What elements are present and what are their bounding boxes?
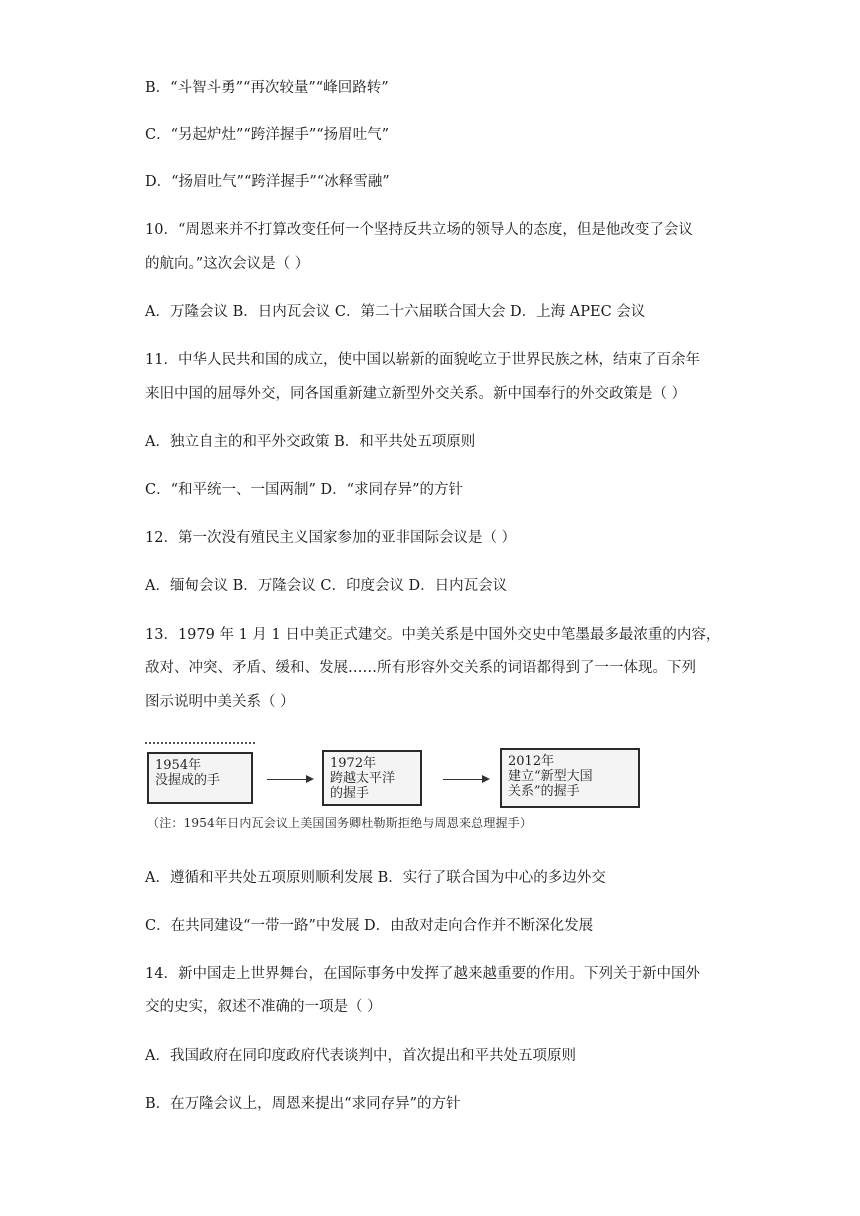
option-9b: B．“斗智斗勇”“再次较量”“峰回路转”	[145, 80, 389, 96]
question-12-text: 12．第一次没有殖民主义国家参加的亚非国际会议是（ ）	[145, 530, 517, 546]
option-9c: C．“另起炉灶”“跨洋握手”“扬眉吐气”	[145, 127, 390, 143]
question-14-line-2: 交的史实，叙述不准确的一项是（ ）	[145, 999, 382, 1015]
question-13-options-ab: A．遵循和平共处五项原则顺利发展 B．实行了联合国为中心的多边外交	[145, 870, 606, 886]
diagram-box-1972: 1972年 跨越太平洋 的握手	[322, 750, 422, 806]
question-14-line-1: 14．新中国走上世界舞台，在国际事务中发挥了越来越重要的作用。下列关于新中国外	[145, 966, 700, 982]
question-10-line-2: 的航向。”这次会议是（ ）	[145, 256, 310, 272]
question-14-option-b: B．在万隆会议上，周恩来提出“求同存异”的方针	[145, 1096, 461, 1112]
arrow-icon	[443, 779, 488, 780]
question-13-options-cd: C．在共同建设“一带一路”中发展 D．由敌对走向合作并不断深化发展	[145, 918, 594, 934]
question-10-line-1: 10．“周恩来并不打算改变任何一个坚持反共立场的领导人的态度，但是他改变了会议	[145, 222, 693, 238]
question-11-line-1: 11．中华人民共和国的成立，使中国以崭新的面貌屹立于世界民族之林，结束了百余年	[145, 352, 700, 368]
diagram-note: （注：1954年日内瓦会议上美国国务卿杜勒斯拒绝与周恩来总理握手）	[147, 816, 533, 830]
question-12-options: A．缅甸会议 B．万隆会议 C．印度会议 D．日内瓦会议	[145, 578, 508, 594]
scan-mark	[145, 742, 255, 750]
question-11-line-2: 来旧中国的屈辱外交，同各国重新建立新型外交关系。新中国奉行的外交政策是（ ）	[145, 386, 687, 402]
relations-diagram	[145, 742, 645, 834]
question-11-options-cd: C．“和平统一、一国两制” D．“求同存异”的方针	[145, 482, 463, 498]
option-9d: D．“扬眉吐气”“跨洋握手”“冰释雪融”	[145, 174, 390, 190]
diagram-box-1954: 1954年 没握成的手	[147, 752, 253, 804]
question-13-line-3: 图示说明中美关系（ ）	[145, 694, 295, 710]
arrow-icon	[267, 779, 312, 780]
question-13-line-1: 13．1979 年 1 月 1 日中美正式建交。中美关系是中国外交史中笔墨最多最浓重的内容，	[145, 627, 721, 643]
question-14-option-a: A．我国政府在同印度政府代表谈判中，首次提出和平共处五项原则	[145, 1048, 576, 1064]
question-13-line-2: 敌对、冲突、矛盾、缓和、发展……所有形容外交关系的词语都得到了一一体现。下列	[145, 660, 696, 676]
question-10-options: A．万隆会议 B．日内瓦会议 C．第二十六届联合国大会 D．上海 APEC 会议	[145, 304, 646, 320]
question-11-options-ab: A．独立自主的和平外交政策 B．和平共处五项原则	[145, 434, 476, 450]
diagram-box-2012: 2012年 建立“新型大国 关系”的握手	[500, 748, 640, 808]
